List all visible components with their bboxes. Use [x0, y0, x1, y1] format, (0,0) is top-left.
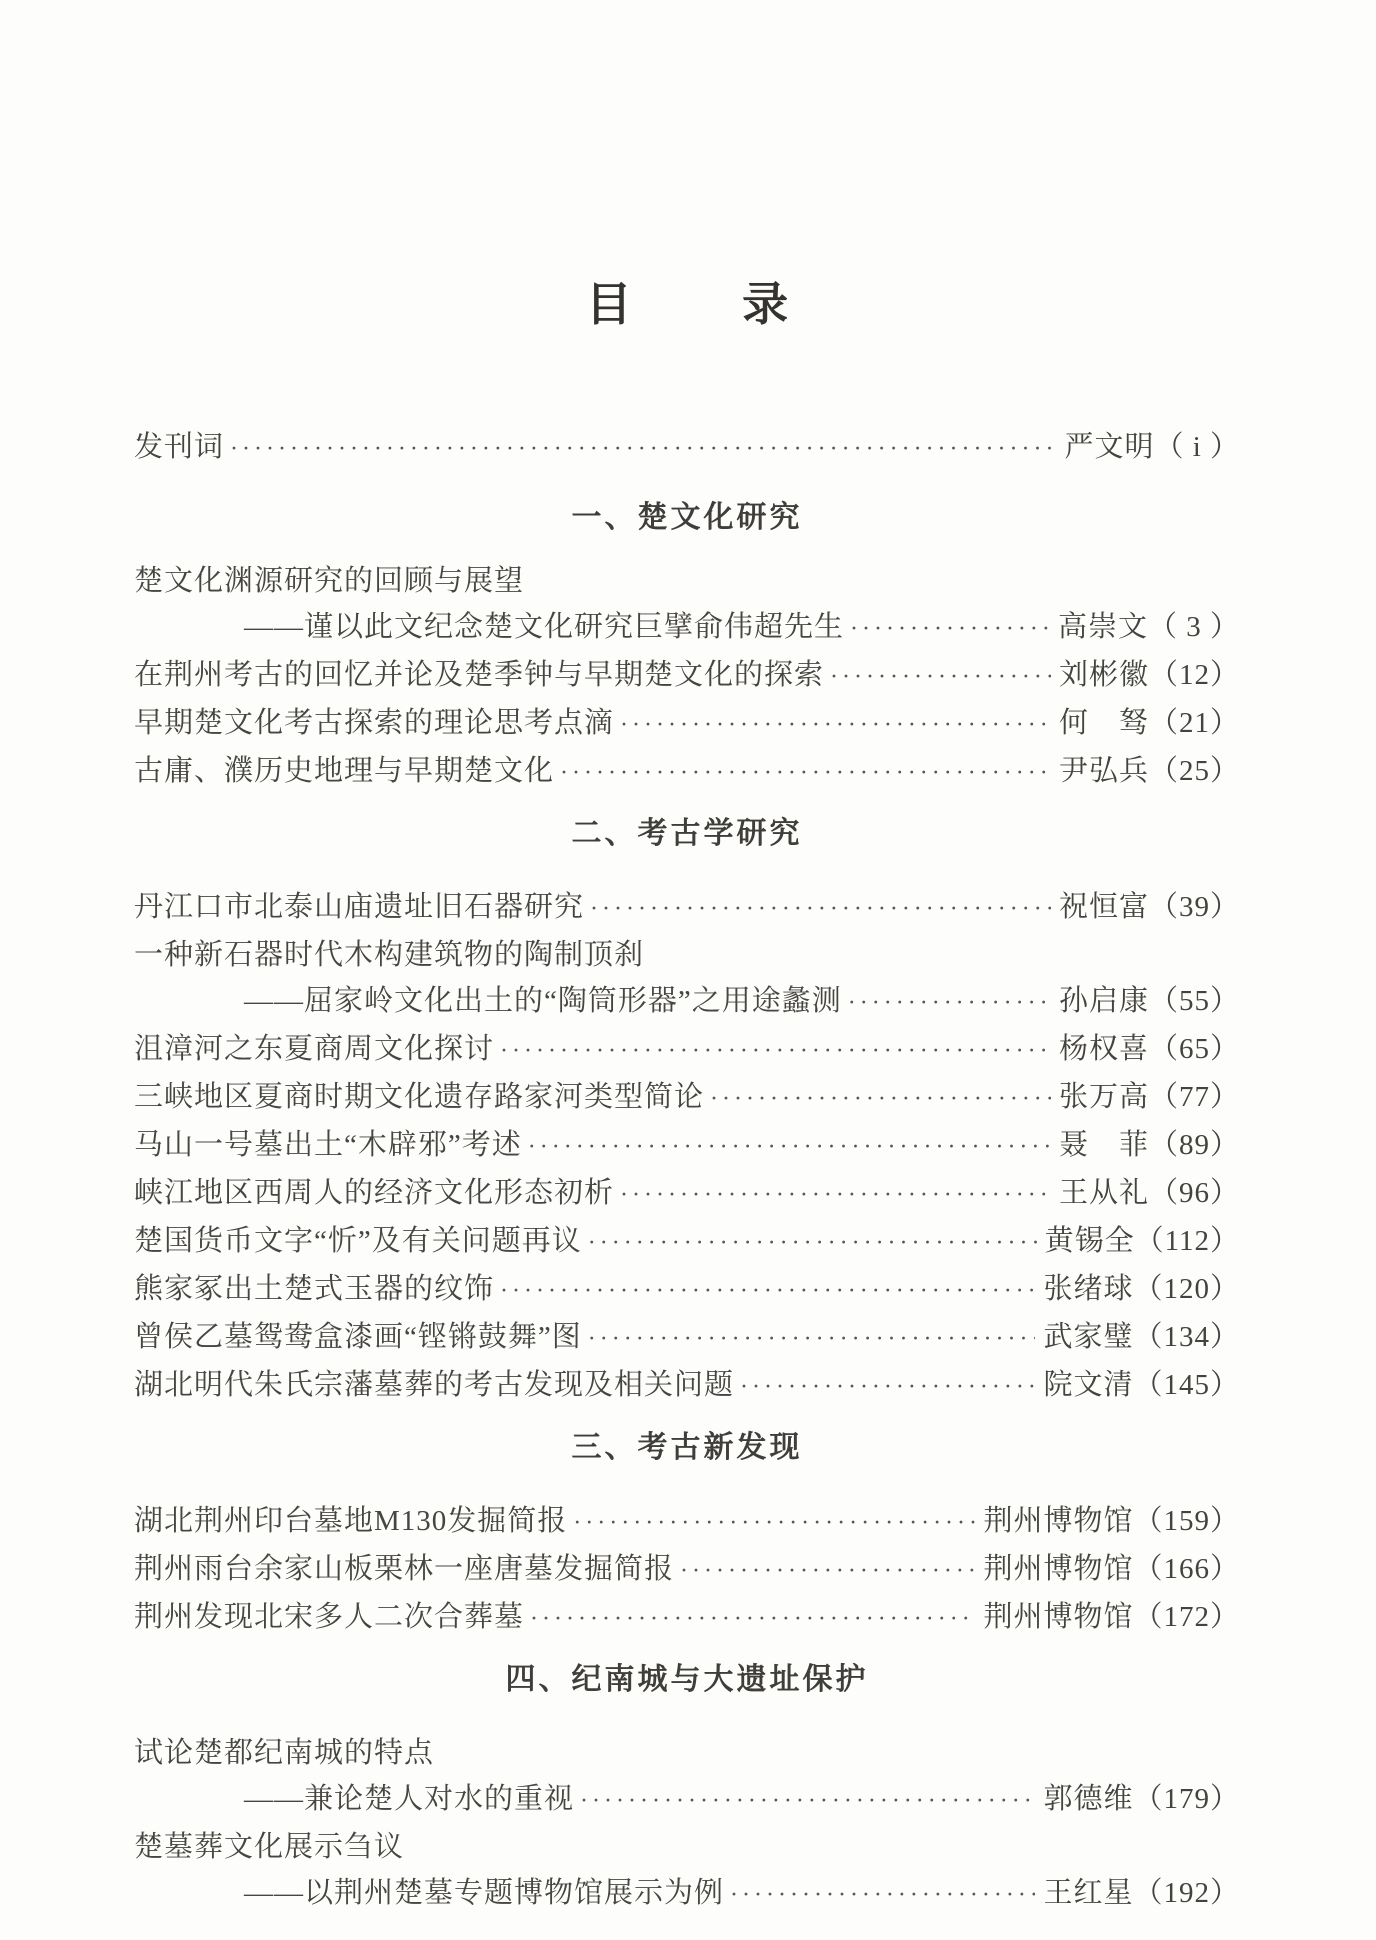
section-heading: 三、考古新发现	[571, 1430, 803, 1465]
toc-entry-row	[134, 978, 1240, 1026]
toc-entry-row	[134, 1074, 1240, 1122]
entry-author-page: 王红星（192）	[1043, 1877, 1240, 1909]
entry-author-page: 荆州博物馆（172）	[983, 1601, 1240, 1633]
entry-author-page: 孙启康（55）	[1058, 985, 1240, 1017]
dot-leader-icon	[620, 702, 1051, 748]
entry-title: 荆州发现北宋多人二次合葬墓	[134, 1601, 525, 1633]
entry-title: 熊家冢出土楚式玉器的纹饰	[134, 1273, 495, 1305]
title-spacer	[134, 334, 1240, 424]
entry-author-page: 尹弘兵（25）	[1058, 755, 1240, 787]
entry-title: 古庸、濮历史地理与早期楚文化	[134, 755, 555, 787]
toc-entry-row	[134, 1170, 1240, 1218]
dot-leader-icon	[588, 1220, 1037, 1266]
toc-entry-row	[134, 604, 1240, 652]
entry-title: ——以荆州楚墓专题博物馆展示为例	[244, 1877, 725, 1909]
entry-title: 曾侯乙墓鸳鸯盒漆画“铿锵鼓舞”图	[134, 1321, 582, 1353]
entry-author-page: 院文清（145）	[1043, 1369, 1240, 1401]
toc-entry-row	[134, 1122, 1240, 1170]
toc-entry-row	[134, 1314, 1240, 1362]
entry-author-page: 聂 菲（89）	[1058, 1129, 1240, 1161]
toc-entry-row	[134, 1026, 1240, 1074]
dot-leader-icon	[590, 886, 1051, 932]
entry-author-page: 荆州博物馆（166）	[983, 1553, 1240, 1585]
toc-entry-row	[134, 884, 1240, 932]
dot-leader-icon	[740, 1364, 1035, 1410]
toc-entry-row	[134, 748, 1240, 796]
entry-title: 马山一号墓出土“木辟邪”考述	[134, 1129, 522, 1161]
toc-entry-row	[134, 558, 1240, 604]
dot-leader-icon	[710, 1076, 1051, 1122]
entry-author-page: 黄锡全（112）	[1044, 1225, 1240, 1257]
entry-title: 楚国货币文字“忻”及有关问题再议	[134, 1225, 582, 1257]
entry-author-page: 杨权喜（65）	[1058, 1033, 1240, 1065]
dot-leader-icon	[620, 1172, 1051, 1218]
toc-entry-row	[134, 1362, 1240, 1410]
dot-leader-icon	[588, 1316, 1036, 1362]
entry-author-page: 何 驽（21）	[1058, 707, 1240, 739]
entry-title: 丹江口市北泰山庙遗址旧石器研究	[134, 891, 585, 923]
toc-entry-row	[134, 932, 1240, 978]
dot-leader-icon	[850, 606, 1050, 652]
dot-leader-icon	[680, 1548, 975, 1594]
dot-leader-icon	[500, 1028, 1051, 1074]
toc-entry-row	[134, 652, 1240, 700]
toc-entry-row	[134, 1266, 1240, 1314]
entry-title: 一种新石器时代木构建筑物的陶制顶刹	[134, 939, 645, 971]
dot-leader-icon	[230, 426, 1056, 472]
entry-title: 早期楚文化考古探索的理论思考点滴	[134, 707, 615, 739]
toc-entry-row	[134, 1546, 1240, 1594]
entry-author-page: 荆州博物馆（159）	[983, 1505, 1240, 1537]
entry-title: 湖北明代朱氏宗藩墓葬的考古发现及相关问题	[134, 1369, 735, 1401]
entry-title: ——谨以此文纪念楚文化研究巨擘俞伟超先生	[244, 611, 845, 643]
section-heading: 二、考古学研究	[571, 816, 803, 851]
toc-entry-row	[134, 424, 1240, 472]
dot-leader-icon	[573, 1500, 975, 1546]
dot-leader-icon	[530, 1596, 975, 1642]
dot-leader-icon	[848, 980, 1051, 1026]
section-heading: 一、楚文化研究	[571, 500, 803, 535]
dot-leader-icon	[580, 1778, 1035, 1824]
entry-title: 楚墓葬文化展示刍议	[134, 1831, 405, 1863]
toc-entry-row	[134, 1498, 1240, 1546]
toc-entry-row	[134, 1824, 1240, 1870]
toc-entry-row	[134, 1776, 1240, 1824]
toc-content	[134, 0, 1240, 1918]
entry-title: 试论楚都纪南城的特点	[134, 1737, 435, 1769]
dot-leader-icon	[500, 1268, 1035, 1314]
toc-entry-row	[134, 1218, 1240, 1266]
entry-author-page: 刘彬徽（12）	[1058, 659, 1240, 691]
entry-title: ——兼论楚人对水的重视	[244, 1783, 575, 1815]
entry-author-page: 张绪球（120）	[1043, 1273, 1240, 1305]
entry-author-page: 张万高（77）	[1058, 1081, 1240, 1113]
entry-title: 楚文化渊源研究的回顾与展望	[134, 565, 525, 597]
page-title: 目录	[585, 279, 899, 330]
toc-entry-row	[134, 1870, 1240, 1918]
dot-leader-icon	[560, 750, 1051, 796]
entry-title: 沮漳河之东夏商周文化探讨	[134, 1033, 495, 1065]
toc-entry-row	[134, 1730, 1240, 1776]
dot-leader-icon	[730, 1872, 1035, 1918]
entry-title: 荆州雨台余家山板栗林一座唐墓发掘简报	[134, 1553, 675, 1585]
entry-title: ——屈家岭文化出土的“陶筒形器”之用途蠡测	[244, 985, 842, 1017]
entry-title: 三峡地区夏商时期文化遗存路家河类型简论	[134, 1081, 705, 1113]
dot-leader-icon	[528, 1124, 1051, 1170]
toc-entry-row	[134, 700, 1240, 748]
entry-title: 在荆州考古的回忆并论及楚季钟与早期楚文化的探索	[134, 659, 825, 691]
toc-body	[134, 424, 1240, 1918]
entry-author-page: 严文明（ i ）	[1064, 431, 1240, 463]
section-heading: 四、纪南城与大遗址保护	[505, 1662, 869, 1697]
entry-author-page: 王从礼（96）	[1058, 1177, 1240, 1209]
entry-author-page: 祝恒富（39）	[1058, 891, 1240, 923]
entry-author-page: 郭德维（179）	[1043, 1783, 1240, 1815]
dot-leader-icon	[830, 654, 1051, 700]
entry-title: 峡江地区西周人的经济文化形态初析	[134, 1177, 615, 1209]
entry-title: 湖北荆州印台墓地M130发掘简报	[134, 1505, 568, 1537]
entry-author-page: 高崇文（ 3 ）	[1057, 611, 1240, 643]
toc-entry-row	[134, 1594, 1240, 1642]
entry-author-page: 武家璧（134）	[1043, 1321, 1240, 1353]
entry-title: 发刊词	[134, 431, 225, 463]
